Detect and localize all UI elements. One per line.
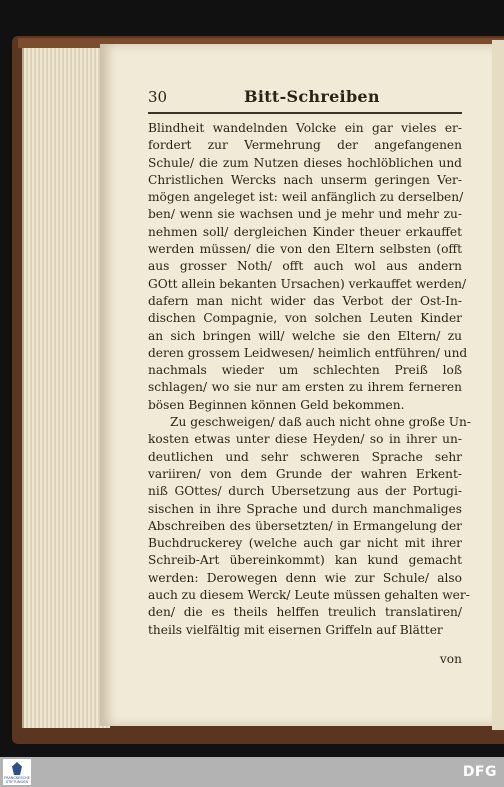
text-line: dischen Compagnie, von solchen Leuten Kinder	[148, 311, 462, 326]
text-line: deren grossem Leidwesen/ heimlich entführen/ und	[148, 345, 468, 360]
text-line: aus grosser Noth/ offt auch wol aus andern	[148, 259, 462, 274]
text-line: schlagen/ wo sie nur am ersten zu ihrem ferneren	[148, 380, 462, 395]
text-line: Schreib-Art übereinkommt) kan kund gemacht	[148, 553, 462, 568]
header-rule	[148, 112, 462, 114]
francke-emblem-icon	[12, 762, 22, 775]
franckesche-stiftungen-logo[interactable]	[3, 759, 31, 785]
text-line: Buchdruckerey (welche auch gar nicht mit ihrer	[148, 536, 462, 551]
text-line: auch zu diesem Werck/ Leute müssen gehalten wer-	[148, 588, 470, 603]
text-line: Abschreiben des übersetzten/ in Ermangelung der	[148, 518, 462, 533]
dfg-logo[interactable]: DFG	[462, 764, 497, 780]
viewer-footer	[0, 757, 504, 787]
text-line: dafern man nicht wider das Verbot der Ost-In-	[148, 293, 462, 308]
text-line: Christlichen Wercks nach unserm geringen Ver-	[148, 172, 462, 187]
page-header	[148, 88, 462, 108]
page-text	[148, 120, 472, 639]
text-line: sischen in ihre Sprache und durch manchmaliges	[148, 501, 462, 516]
page-edges	[22, 48, 110, 728]
text-line: theils vielfältig mit eisernen Griffeln auf Blätter	[148, 622, 443, 637]
running-title: Bitt-Schreiben	[244, 87, 380, 106]
text-line: bösen Beginnen können Geld bekommen.	[148, 397, 405, 412]
facing-page-edge	[492, 40, 504, 730]
text-line: GOtt allein bekanten Ursachen) verkauffet werden/	[148, 276, 467, 291]
text-line: den/ die es theils helffen treulich translatiren/	[148, 605, 462, 620]
page-number: 30	[148, 88, 168, 106]
catchword: von	[439, 652, 462, 666]
text-line: kosten etwas unter diese Heyden/ so in ihrer un-	[148, 432, 462, 447]
logo-text: FRANCKESCHE STIFTUNGEN	[4, 776, 30, 784]
text-line: werden: Derowegen denn wie zur Schule/ also	[148, 570, 462, 585]
text-line: fordert zur Vermehrung der angefangenen	[148, 138, 462, 153]
text-line: Blindheit wandelnden Volcke ein gar vieles er-	[148, 121, 462, 135]
text-line: an sich bringen will/ welche sie den Eltern/ zu	[148, 328, 462, 343]
text-line: Schule/ die zum Nutzen dieses hochlöblichen und	[148, 155, 462, 170]
text-line: deutlichen und sehr schweren Sprache sehr	[148, 449, 462, 464]
text-line: Zu geschweigen/ daß auch nicht ohne große Un-	[170, 415, 472, 430]
text-line: variiren/ von dem Grunde der wahren Erkent-	[148, 466, 462, 481]
text-line: ben/ wenn sie wachsen und je mehr und mehr zu-	[148, 207, 462, 222]
text-line: niß GOttes/ durch Ubersetzung aus der Portugi-	[148, 484, 462, 499]
text-line: mögen angeleget ist: weil anfänglich zu derselben/	[148, 190, 464, 205]
text-line: nehmen soll/ dergleichen Kinder theuer erkauffet	[148, 224, 462, 239]
text-line: nachmals wieder um schlechten Preiß loß	[148, 363, 462, 378]
text-line: werden müssen/ die von den Eltern selbsten (offt	[148, 242, 462, 257]
